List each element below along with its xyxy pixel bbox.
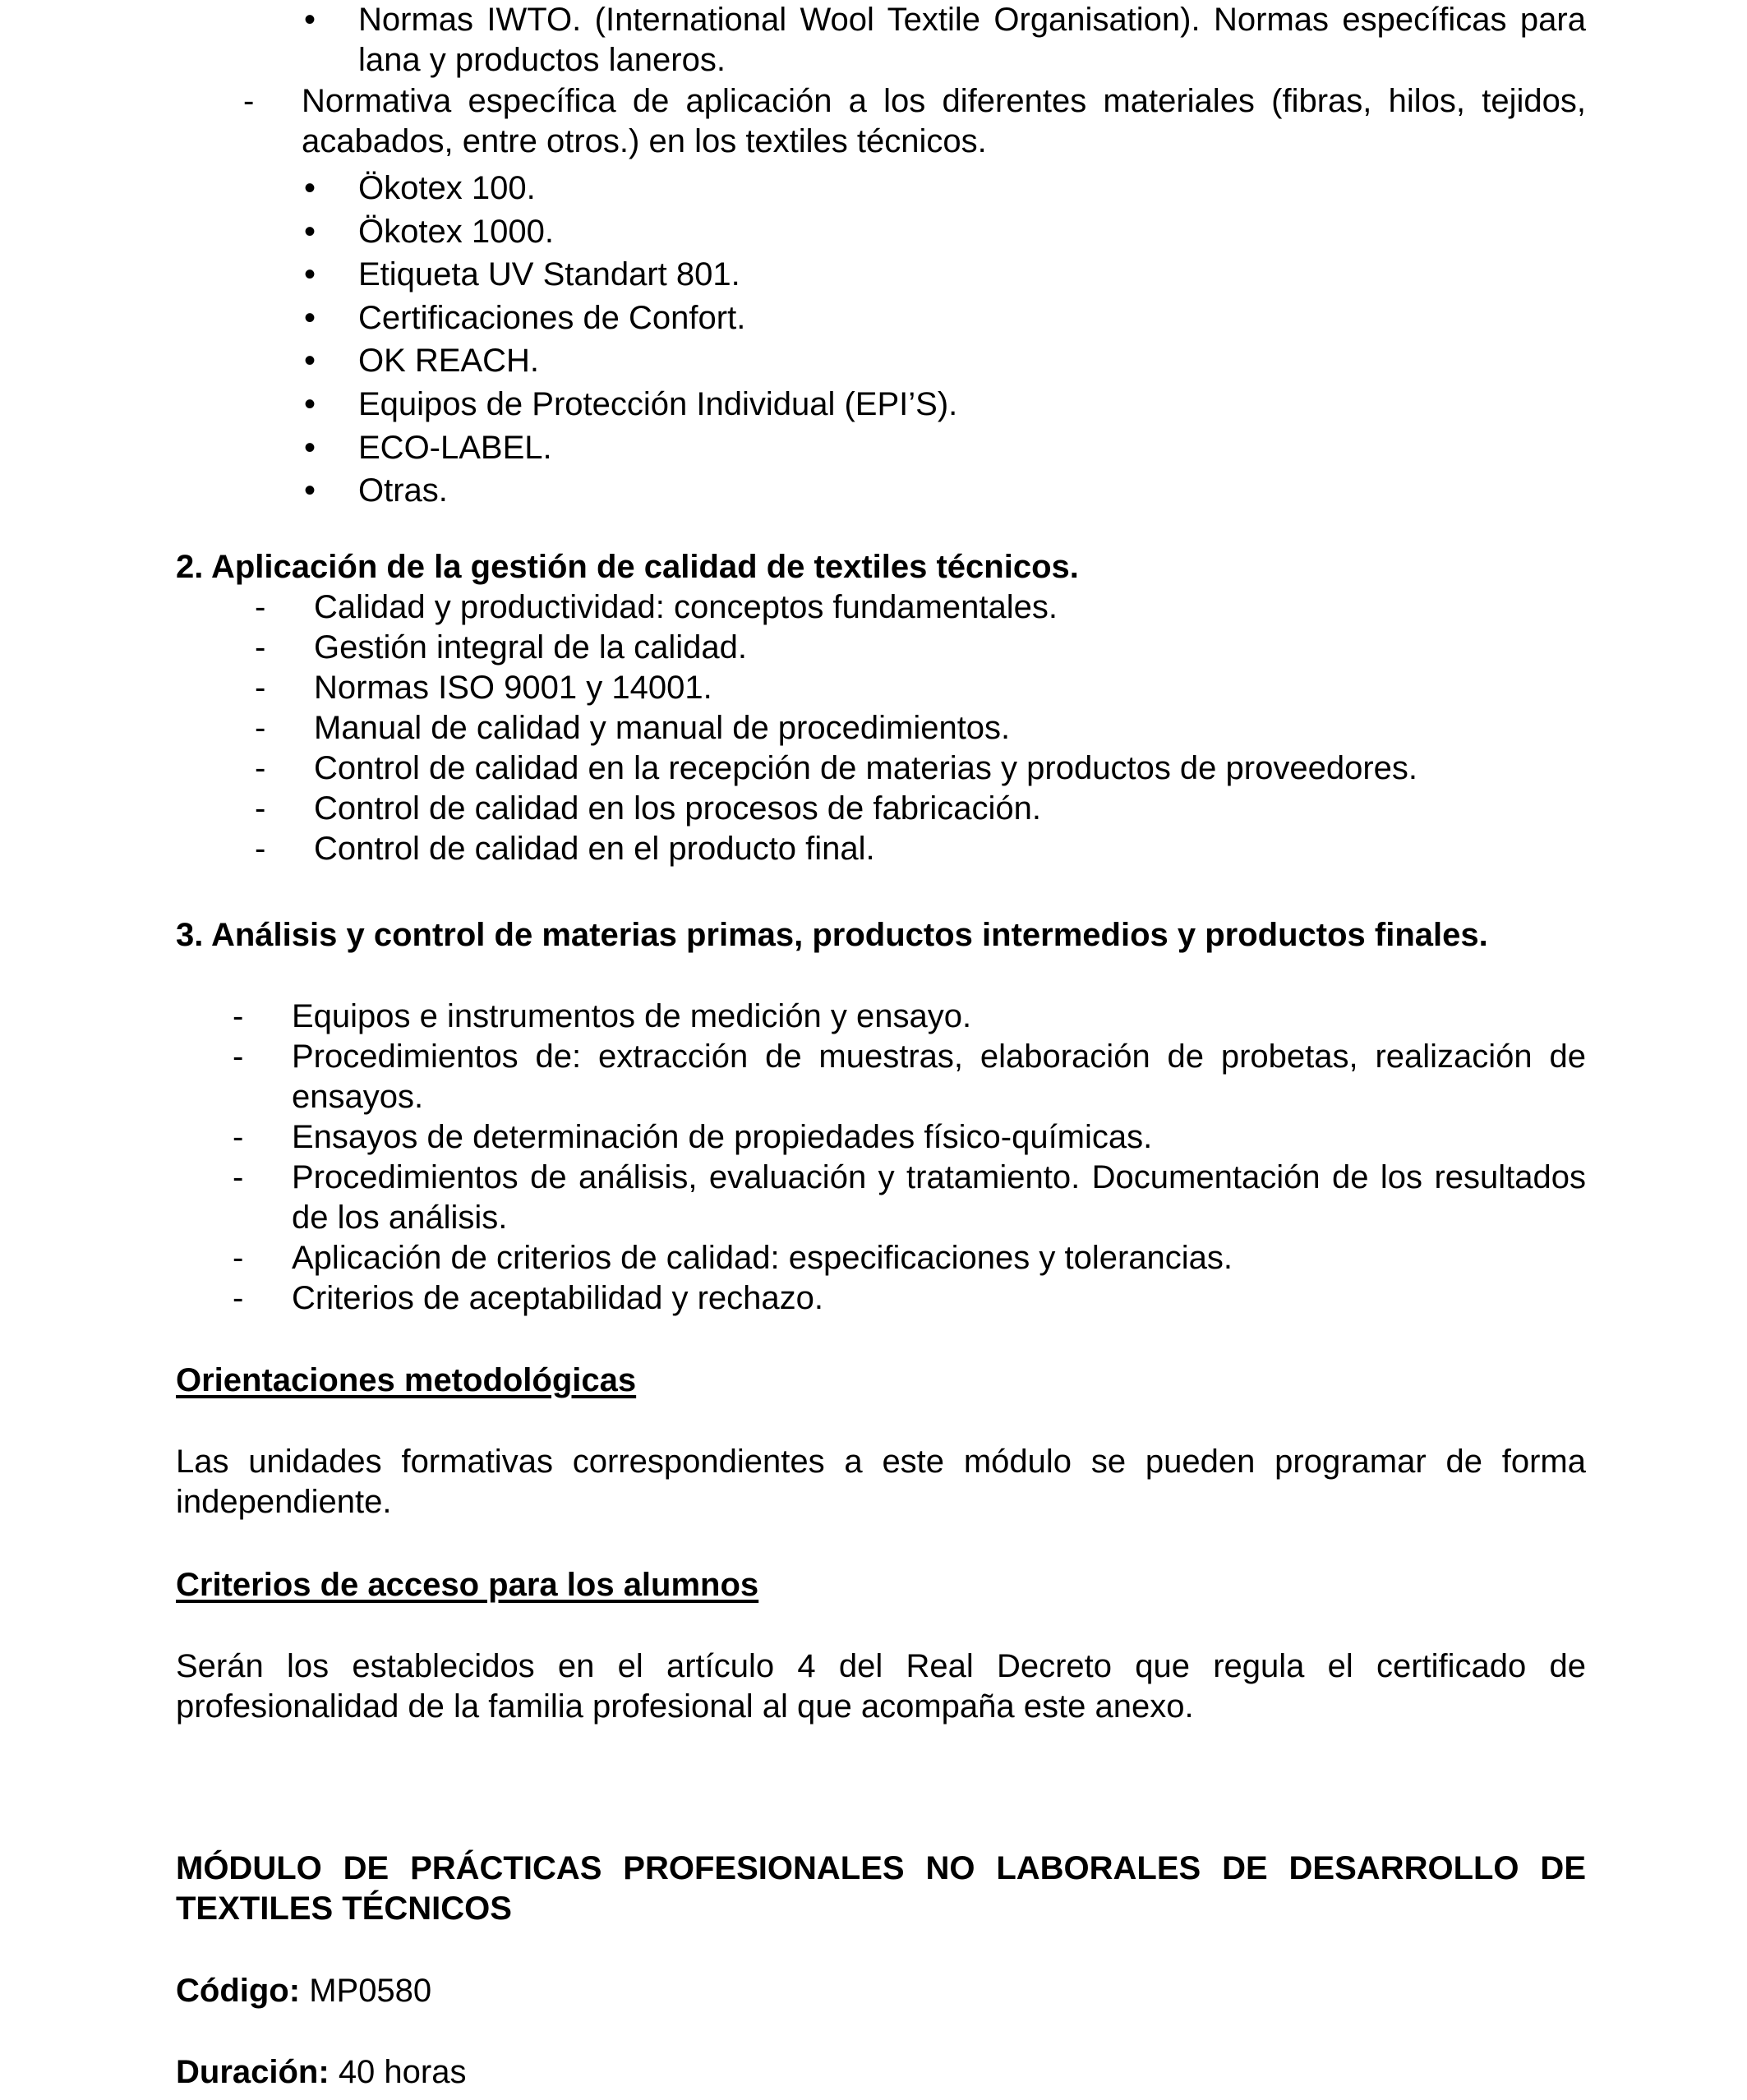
bullet-icon: •	[304, 213, 316, 250]
list-item	[304, 210, 1586, 254]
list-item	[233, 1037, 1586, 1117]
section-3-heading: 3. Análisis y control de materias primas, productos intermedios y productos finales.	[176, 917, 1488, 953]
list-item-text: Ökotex 100.	[358, 170, 536, 206]
list-item-text: Manual de calidad y manual de procedimientos.	[314, 710, 1011, 746]
list-item	[304, 339, 1586, 383]
list-item-text: Ökotex 1000.	[358, 213, 554, 250]
list-item-text: Control de calidad en el producto final.	[314, 831, 875, 867]
list-item	[304, 253, 1586, 297]
bullet-icon: •	[304, 256, 316, 293]
list-item-text: Etiqueta UV Standart 801.	[358, 256, 740, 293]
list-item-text: Certificaciones de Confort.	[358, 299, 746, 336]
orientaciones-heading: Orientaciones metodológicas	[176, 1362, 637, 1398]
list-item	[233, 1117, 1586, 1158]
dash-marker: -	[255, 629, 266, 665]
bullet-icon: •	[304, 385, 316, 422]
duracion-line	[176, 2052, 1586, 2093]
list-item	[255, 708, 1586, 748]
list-item-text: Equipos e instrumentos de medición y ensayo.	[292, 998, 972, 1034]
list-item-text: Criterios de aceptabilidad y rechazo.	[292, 1280, 824, 1316]
list-item-text: ECO-LABEL.	[358, 429, 552, 466]
dash-marker: -	[243, 83, 255, 119]
list-item-text: Aplicación de criterios de calidad: especificaciones y tolerancias.	[292, 1240, 1233, 1276]
normativa-bullet-list	[304, 167, 1586, 513]
list-item	[255, 748, 1586, 789]
section-2-list	[255, 587, 1586, 869]
list-item	[233, 1238, 1586, 1278]
list-item-text: Procedimientos de: extracción de muestras, elaboración de probetas, realización de ensayos.	[292, 1038, 1586, 1115]
dash-marker: -	[255, 750, 266, 786]
list-item	[304, 167, 1586, 210]
list-item	[233, 1278, 1586, 1319]
criterios-heading: Criterios de acceso para los alumnos	[176, 1567, 759, 1603]
duracion-label: Duración:	[176, 2054, 330, 2090]
codigo-label: Código:	[176, 1973, 301, 2009]
list-item	[255, 789, 1586, 829]
list-item-text: Normas IWTO. (International Wool Textile Organisation). Normas específicas para lana y productos laneros.	[358, 2, 1586, 78]
section-2-heading: 2. Aplicación de la gestión de calidad de textiles técnicos.	[176, 549, 1079, 585]
section-3-list	[233, 997, 1586, 1319]
orientaciones-paragraph: Las unidades formativas correspondientes a este módulo se pueden programar de forma independiente.	[176, 1444, 1586, 1520]
criterios-paragraph: Serán los establecidos en el artículo 4 del Real Decreto que regula el certificado de profesionalidad de la familia profesional al que acompaña este anexo.	[176, 1648, 1586, 1725]
list-item-text: Ensayos de determinación de propiedades físico-químicas.	[292, 1119, 1153, 1155]
list-item	[233, 997, 1586, 1037]
bullet-icon: •	[304, 2, 316, 38]
list-item-text: Procedimientos de análisis, evaluación y tratamiento. Documentación de los resultados de los análisis.	[292, 1159, 1586, 1236]
list-item-text: Gestión integral de la calidad.	[314, 629, 747, 665]
dash-marker: -	[255, 831, 266, 867]
list-item-text: Calidad y productividad: conceptos fundamentales.	[314, 589, 1058, 625]
modulo-title: MÓDULO DE PRÁCTICAS PROFESIONALES NO LABORALES DE DESARROLLO DE TEXTILES TÉCNICOS	[176, 1850, 1586, 1927]
dash-marker: -	[233, 1159, 244, 1195]
list-item-normativa	[243, 81, 1586, 162]
list-item	[304, 383, 1586, 426]
dash-marker: -	[233, 1240, 244, 1276]
dash-marker: -	[233, 1119, 244, 1155]
bullet-icon: •	[304, 299, 316, 336]
duracion-value: 40 horas	[338, 2054, 467, 2090]
bullet-icon: •	[304, 472, 316, 509]
list-item-text: Otras.	[358, 472, 448, 509]
list-item	[304, 426, 1586, 470]
dash-marker: -	[255, 790, 266, 827]
list-item	[255, 829, 1586, 869]
list-item-text: Normativa específica de aplicación a los diferentes materiales (fibras, hilos, tejidos, acabados, entre otros.) en los textiles técnicos.	[302, 83, 1586, 159]
list-item-text: Control de calidad en los procesos de fabricación.	[314, 790, 1041, 827]
list-item	[304, 297, 1586, 340]
list-item	[255, 587, 1586, 628]
dash-marker: -	[233, 1038, 244, 1075]
bullet-icon: •	[304, 170, 316, 206]
codigo-line	[176, 1971, 1586, 2011]
dash-marker: -	[233, 1280, 244, 1316]
bullet-icon: •	[304, 429, 316, 466]
dash-marker: -	[255, 710, 266, 746]
list-item	[255, 668, 1586, 708]
list-item-text: OK REACH.	[358, 343, 540, 380]
codigo-value: MP0580	[309, 1973, 432, 2009]
list-item-text: Normas ISO 9001 y 14001.	[314, 670, 712, 706]
dash-marker: -	[255, 670, 266, 706]
list-item-text: Control de calidad en la recepción de materias y productos de proveedores.	[314, 750, 1418, 786]
list-item	[304, 469, 1586, 513]
bullet-icon: •	[304, 343, 316, 380]
list-item-iwto	[304, 0, 1586, 81]
list-item	[233, 1158, 1586, 1238]
list-item-text: Equipos de Protección Individual (EPI’S).	[358, 385, 958, 422]
dash-marker: -	[255, 589, 266, 625]
dash-marker: -	[233, 998, 244, 1034]
list-item	[255, 628, 1586, 668]
